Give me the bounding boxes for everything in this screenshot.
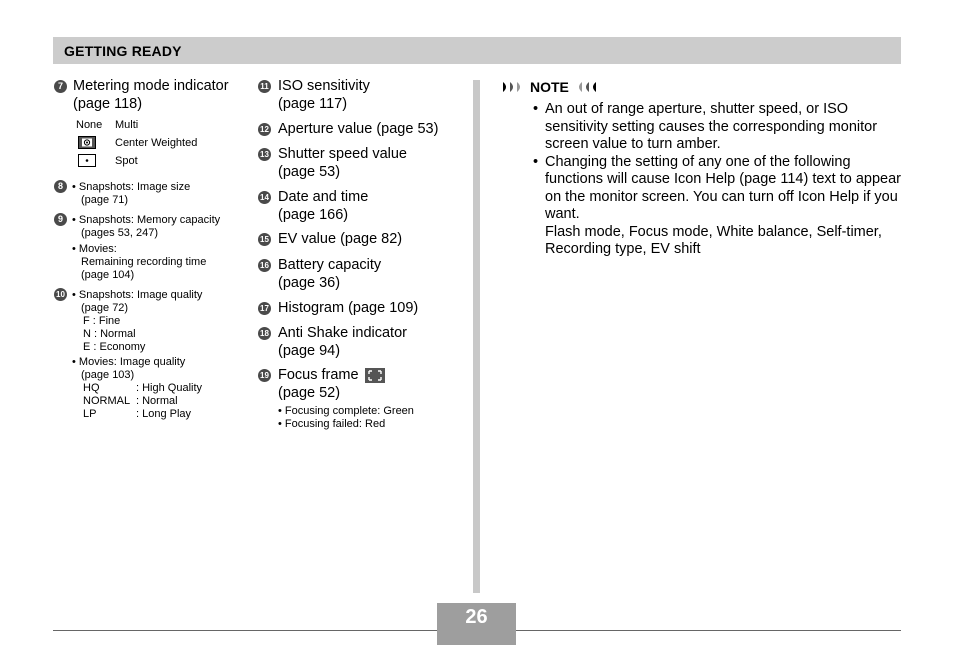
image-size-item xyxy=(72,181,190,207)
item-label: Battery capacity xyxy=(278,257,382,273)
list-item: • Changing the setting of any one of the following functions will cause Icon Help (page 114) text to appear on the monitor screen. You can turn off Icon Help if you want. xyxy=(533,153,901,222)
note-text: Changing the setting of any one of the following functions will cause Icon Help (page 114) text to appear on the monitor screen. You can turn off Icon Help if you want. xyxy=(545,153,901,222)
item-number-badge: 10 xyxy=(54,288,67,301)
item-label: Remaining recording time xyxy=(81,256,207,268)
note-text: Flash mode, Focus mode, White balance, Self-timer, Recording type, EV shift xyxy=(545,223,882,257)
item-number-badge: 9 xyxy=(54,213,67,226)
item-label: • Movies: Image quality xyxy=(72,356,186,368)
item-label: • Snapshots: Image quality xyxy=(72,289,203,301)
note-left-ornament-icon xyxy=(502,81,524,93)
quality-option: F : Fine xyxy=(83,315,121,327)
item-page-ref: (page 71) xyxy=(81,194,129,206)
item-number-badge: 7 xyxy=(54,80,67,93)
note-bullet-list xyxy=(533,101,903,259)
item-label: • Snapshots: Image size xyxy=(72,181,191,193)
item-page-ref: (page 94) xyxy=(278,342,341,359)
quality-option: N : Normal xyxy=(83,328,136,340)
metering-multi-desc: Multi xyxy=(115,119,139,131)
item-page-ref: (page 103) xyxy=(81,369,135,381)
metering-spot-desc: Spot xyxy=(115,155,138,167)
column-divider xyxy=(473,80,480,593)
page-number: 26 xyxy=(437,603,516,631)
item-number-badge: 11 xyxy=(258,80,271,93)
quality-option-key: NORMAL xyxy=(83,395,131,407)
histogram-item: Histogram (page 109) xyxy=(278,300,419,316)
battery-capacity-item xyxy=(278,257,381,292)
item-page-ref: (page 72) xyxy=(81,302,129,314)
metering-center-desc: Center Weighted xyxy=(115,137,198,149)
note-heading xyxy=(502,79,597,95)
item-page-ref: (page 36) xyxy=(278,274,341,291)
item-number-badge: 14 xyxy=(258,191,271,204)
page-number-box xyxy=(437,603,516,645)
item-page-ref: (page 104) xyxy=(81,269,135,281)
item-page-ref: (page 118) xyxy=(73,95,143,112)
list-item: • An out of range aperture, shutter speed, or ISO sensitivity setting causes the corresponding monitor screen value to turn amber. xyxy=(533,101,878,152)
list-item: • Focusing failed: Red xyxy=(278,418,386,430)
quality-option-key: HQ xyxy=(83,382,100,394)
item-page-ref: (page 52) xyxy=(278,384,341,401)
item-label: Date and time xyxy=(278,189,369,205)
item-number-badge: 8 xyxy=(54,180,67,193)
anti-shake-item xyxy=(278,325,407,360)
quality-option-key: LP xyxy=(83,408,97,420)
date-time-item xyxy=(278,189,368,224)
item-page-ref: (pages 53, 247) xyxy=(81,227,159,239)
list-item: • Focusing complete: Green xyxy=(278,405,414,417)
memory-capacity-item xyxy=(72,214,220,282)
aperture-value-item: Aperture value (page 53) xyxy=(278,121,439,137)
item-label: ISO sensitivity xyxy=(278,78,370,94)
quality-option-value: : Long Play xyxy=(136,408,192,420)
item-label: • Movies: xyxy=(72,243,117,255)
item-number-badge: 13 xyxy=(258,148,271,161)
item-number-badge: 19 xyxy=(258,369,271,382)
shutter-speed-item xyxy=(278,146,407,181)
quality-option: E : Economy xyxy=(83,341,146,353)
item-label: Focus frame xyxy=(278,367,359,383)
center-weighted-icon xyxy=(78,136,96,149)
focus-frame-icon xyxy=(365,368,385,383)
item-label: Shutter speed value xyxy=(278,146,407,162)
item-label: Metering mode indicator xyxy=(73,78,229,94)
metering-mode-item xyxy=(73,78,229,113)
note-text: An out of range aperture, shutter speed, or ISO sensitivity setting causes the corresponding monitor screen value to turn amber. xyxy=(545,101,878,152)
image-quality-item xyxy=(72,289,202,421)
item-number-badge: 17 xyxy=(258,302,271,315)
note-right-ornament-icon xyxy=(575,81,597,93)
ev-value-item: EV value (page 82) xyxy=(278,231,403,247)
section-title: GETTING READY xyxy=(64,43,182,59)
metering-none-label: None xyxy=(76,119,103,131)
item-number-badge: 12 xyxy=(258,123,271,136)
item-label: • Snapshots: Memory capacity xyxy=(72,214,221,226)
section-header xyxy=(53,37,901,64)
item-label: Anti Shake indicator xyxy=(278,325,407,341)
item-page-ref: (page 53) xyxy=(278,163,341,180)
spot-icon xyxy=(78,154,96,167)
focus-status-list xyxy=(278,405,414,431)
item-page-ref: (page 166) xyxy=(278,206,349,223)
item-page-ref: (page 117) xyxy=(278,95,348,112)
item-number-badge: 18 xyxy=(258,327,271,340)
quality-option-value: : High Quality xyxy=(136,382,203,394)
iso-sensitivity-item xyxy=(278,78,370,113)
item-number-badge: 16 xyxy=(258,259,271,272)
focus-frame-item xyxy=(278,367,385,402)
item-number-badge: 15 xyxy=(258,233,271,246)
note-title: NOTE xyxy=(530,79,569,95)
quality-option-value: : Normal xyxy=(136,395,178,407)
